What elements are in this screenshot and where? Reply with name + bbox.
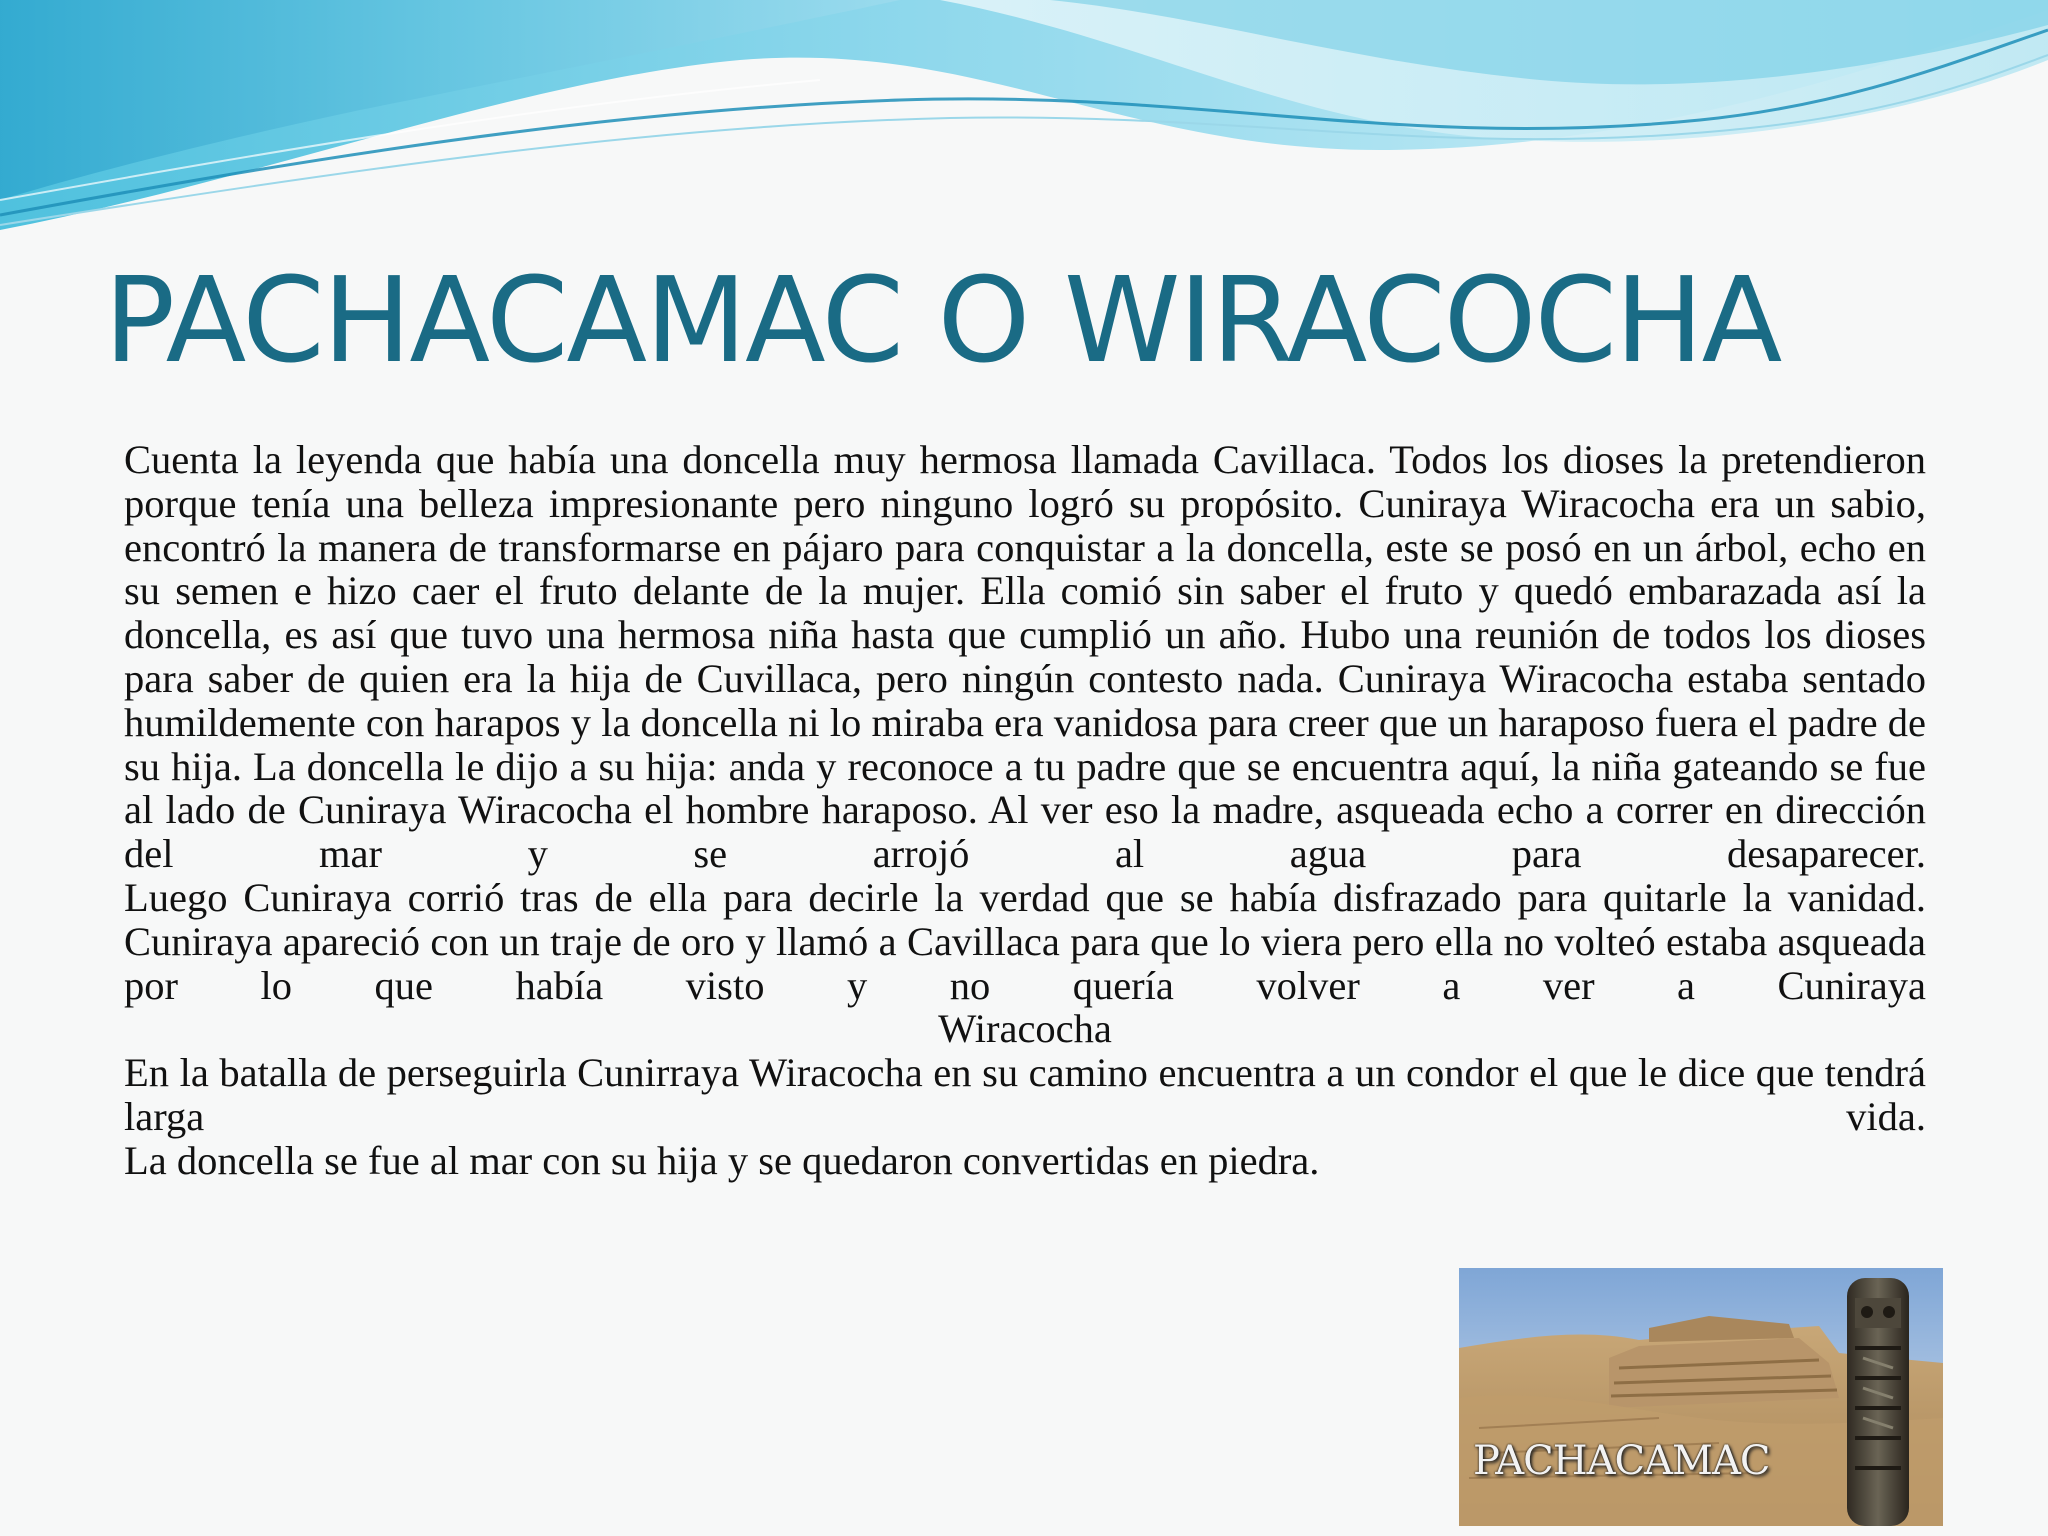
- paragraph-cuniraya-chase: Luego Cuniraya corrió tras de ella para decirle la verdad que se había disfrazado para quitarle la vanidad. Cuniraya apareció con un traje de oro y llamó a Cavillaca para que lo viera pero ella no volteó estaba asqueada por lo que había visto y no quería volver a ver a Cuniraya: [124, 874, 1926, 1008]
- paragraph-condor: En la batalla de perseguirla Cunirraya Wiracocha en su camino encuentra a un condor el que le dice que tendrá larga vida.: [124, 1050, 1926, 1139]
- paragraph-wiracocha-line: Wiracocha: [938, 1006, 1112, 1052]
- paragraph-legend-intro: Cuenta la leyenda que había una doncella muy hermosa llamada Cavillaca. Todos los dioses la pretendieron porque tenía una belleza impresionante pero ninguno logró su propósito. Cuniraya Wiracocha era un sabio, encontró la manera de transformarse en pájaro para conquistar a la doncella, este se posó en un árbol, echo en su semen e hizo caer el fruto delante de la mujer. Ella comió sin saber el fruto y quedó embarazada así la doncella, es así que tuvo una hermosa niña hasta que cumplió un año. Hubo una reunión de todos los dioses para saber de quien era la hija de Cuvillaca, pero ningún contesto nada. Cuniraya Wiracocha estaba sentado humildemente con harapos y la doncella ni lo miraba era vanidosa para creer que un haraposo fuera el padre de su hija. La doncella le dijo a su hija: anda y reconoce a tu padre que se encuentra aquí, la niña gateando se fue al lado de Cuniraya Wiracocha el hombre haraposo. Al ver eso la madre, asqueada echo a correr en dirección del mar y se arrojó al agua para desaparecer.: [124, 437, 1926, 877]
- slide-title: PACHACAMAC O WIRACOCHA: [104, 251, 1781, 389]
- pachacamac-ruins-photo: [1459, 1268, 1943, 1526]
- wave-header-decoration: [0, 0, 2048, 260]
- ruins-illustration: [1459, 1268, 1943, 1526]
- paragraph-ending: La doncella se fue al mar con su hija y se quedaron convertidas en piedra.: [124, 1137, 1320, 1183]
- legend-text-body: [124, 438, 1926, 1183]
- photo-caption: PACHACAMAC: [1473, 1438, 1770, 1484]
